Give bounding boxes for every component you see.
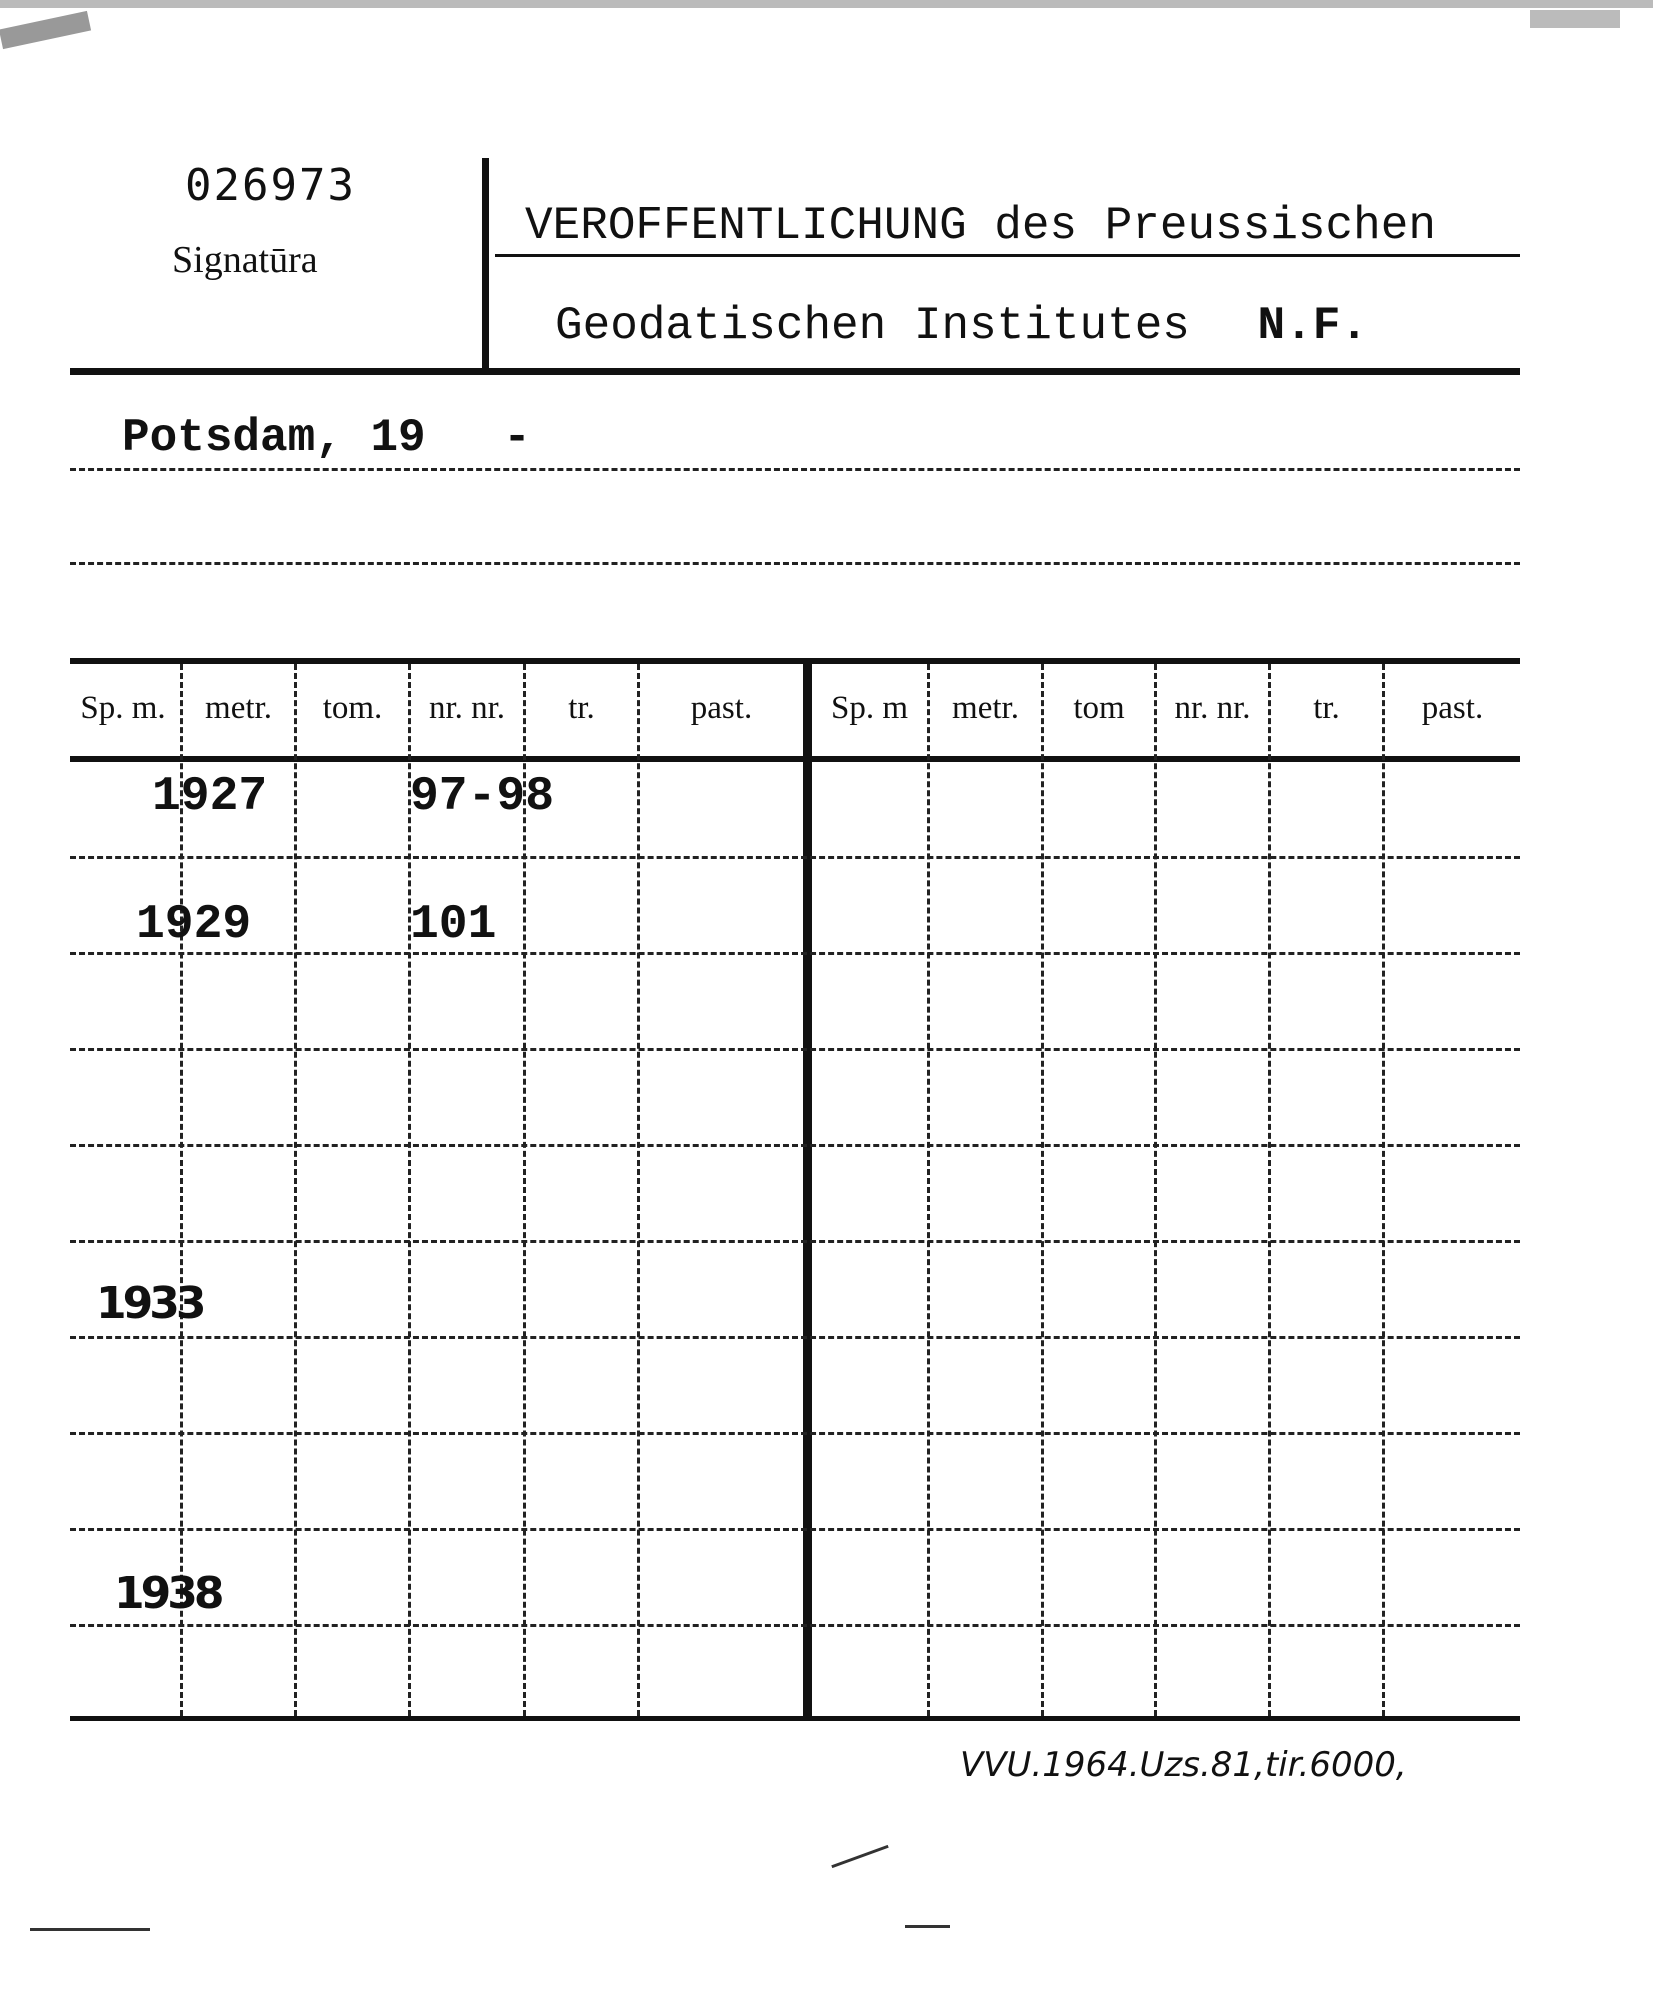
row-rule-3 — [70, 1048, 1520, 1051]
header-right-past: past. — [1421, 690, 1484, 726]
col-sep-right-2 — [1041, 664, 1044, 1716]
scan-mark-bottom-center — [831, 1845, 888, 1868]
scan-mark-bottom-center-2 — [905, 1925, 950, 1928]
col-sep-left-5 — [637, 664, 640, 1716]
header-right-nr: nr. nr. — [1174, 690, 1251, 726]
header-left-nr: nr. nr. — [428, 690, 506, 726]
header-right-metr: metr. — [952, 690, 1019, 726]
header-bottom-rule — [70, 368, 1520, 375]
title-line-1: VEROFFENTLICHUNG des Preussischen — [525, 200, 1436, 252]
title-underline-1 — [495, 254, 1520, 257]
header-left-metr: metr. — [205, 690, 272, 726]
title-suffix: N.F. — [1257, 300, 1368, 352]
place-date — [122, 412, 531, 464]
table-center-divider — [803, 664, 812, 1716]
entry-year-2: 1929 — [136, 898, 252, 952]
table-header-rule — [70, 756, 1520, 762]
signature-label: Signatūra — [172, 239, 318, 281]
signature-number: 026973 — [185, 160, 356, 211]
place-date-rule — [70, 468, 1520, 471]
row-rule-7 — [70, 1432, 1520, 1435]
scan-smudge-right — [1530, 10, 1620, 28]
header-left-tr: tr. — [568, 690, 595, 726]
header-divider-vertical — [482, 158, 489, 368]
row-rule-4 — [70, 1144, 1520, 1147]
stamp-year-1933: 1933 — [96, 1278, 203, 1329]
title-line-2 — [555, 300, 1368, 352]
place-date-text: Potsdam, 19 — [122, 412, 426, 464]
entry-numbers-1: 97-98 — [410, 770, 555, 824]
entry-year-1: 1927 — [152, 770, 268, 824]
print-note: VVU.1964.Uzs.81,tir.6000, — [960, 1745, 1407, 1785]
blank-line-rule — [70, 562, 1520, 565]
row-rule-8 — [70, 1528, 1520, 1531]
header-right-tom: tom — [1073, 690, 1125, 726]
stamp-year-1938: 1938 — [114, 1568, 221, 1619]
col-sep-left-2 — [294, 664, 297, 1716]
scan-smudge-left — [0, 11, 91, 49]
col-sep-right-5 — [1382, 664, 1385, 1716]
scan-mark-bottom-left — [30, 1928, 150, 1931]
header-left-tom: tom. — [322, 690, 383, 726]
col-sep-right-1 — [927, 664, 930, 1716]
header-right-tr: tr. — [1313, 690, 1340, 726]
row-rule-6 — [70, 1336, 1520, 1339]
table-top-rule — [70, 658, 1520, 664]
col-sep-right-3 — [1154, 664, 1157, 1716]
header-left-past: past. — [690, 690, 753, 726]
header-left-sp-m: Sp. m. — [80, 690, 166, 726]
row-rule-5 — [70, 1240, 1520, 1243]
entry-numbers-2: 101 — [410, 898, 497, 952]
row-rule-2 — [70, 952, 1520, 955]
place-date-dash: - — [503, 412, 531, 464]
header-right-sp-m: Sp. m — [830, 690, 909, 726]
row-rule-9 — [70, 1624, 1520, 1627]
scan-smudge-top — [0, 0, 1653, 8]
col-sep-right-4 — [1268, 664, 1271, 1716]
row-rule-1 — [70, 856, 1520, 859]
title-line-2-text: Geodatischen Institutes — [555, 300, 1190, 352]
table-bottom-rule — [70, 1716, 1520, 1721]
